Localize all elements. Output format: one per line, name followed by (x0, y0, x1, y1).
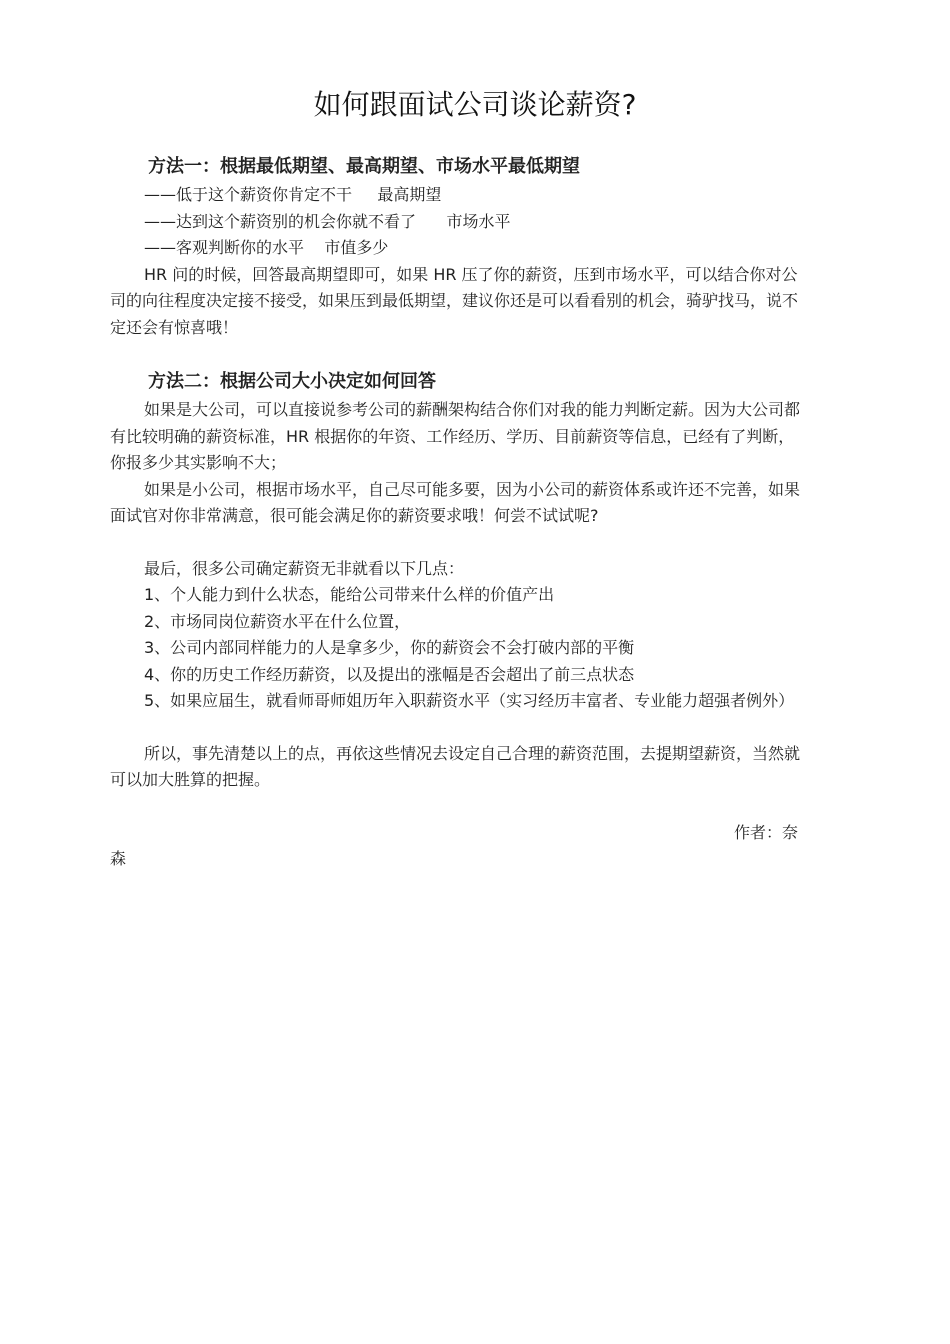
expectation-line-1: ——低于这个薪资你肯定不干 最高期望 (144, 185, 442, 204)
factor-item-3: 3、公司内部同样能力的人是拿多少，你的薪资会不会打破内部的平衡 (144, 638, 635, 657)
author-line: 作者：奈 (733, 822, 798, 842)
factor-item-2: 2、市场同岗位薪资水平在什么位置， (144, 611, 411, 631)
page-title: 如何跟面试公司谈论薪资? (313, 87, 637, 121)
spacer (110, 715, 810, 741)
spacer (110, 530, 810, 556)
method-1-paragraph: HR 问的时候，回答最高期望即可，如果 HR 压了你的薪资，压到市场水平，可以结合你对公司的向往程度决定接不接受，如果压到最低期望，建议你还是可以看看别的机会，骑驴找马，说不定还会有惊喜哦！ (110, 264, 799, 337)
method-2-paragraph-small-company: 如果是小公司，根据市场水平，自己尽可能多要，因为小公司的薪资体系或许还不完善，如果面试官对你非常满意，很可能会满足你的薪资要求哦！何尝不试试呢? (110, 479, 801, 525)
factor-item-1: 1、个人能力到什么状态，能给公司带来什么样的价值产出 (144, 585, 555, 604)
section-heading-method-2: 方法二：根据公司大小决定如何回答 (148, 371, 436, 392)
factor-item-4: 4、你的历史工作经历薪资，以及提出的涨幅是否会超出了前三点状态 (144, 664, 635, 684)
author-name-continuation: 森 (110, 849, 127, 868)
expectation-line-2: ——达到这个薪资别的机会你就不看了 市场水平 (144, 211, 511, 231)
expectation-line-3: ——客观判断你的水平 市值多少 (144, 238, 389, 257)
method-2-paragraph-large-company: 如果是大公司，可以直接说参考公司的薪酬架构结合你们对我的能力判断定薪。因为大公司都有比较明确的薪资标准，HR 根据你的年资、工作经历、学历、目前薪资等信息，已经有了判断，你报多少其实影响不大； (110, 400, 801, 472)
spacer (110, 794, 810, 820)
conclusion-paragraph: 所以，事先清楚以上的点，再依这些情况去设定自己合理的薪资范围，去提期望薪资，当然就可以加大胜算的把握。 (110, 743, 801, 789)
factor-item-5: 5、如果应届生，就看师哥师姐历年入职薪资水平（实习经历丰富者、专业能力超强者例外） (144, 691, 795, 710)
document-body (110, 152, 810, 873)
section-heading-method-1: 方法一：根据最低期望、最高期望、市场水平最低期望 (148, 156, 580, 177)
factors-intro: 最后，很多公司确定薪资无非就看以下几点： (144, 558, 465, 578)
spacer (110, 341, 810, 367)
